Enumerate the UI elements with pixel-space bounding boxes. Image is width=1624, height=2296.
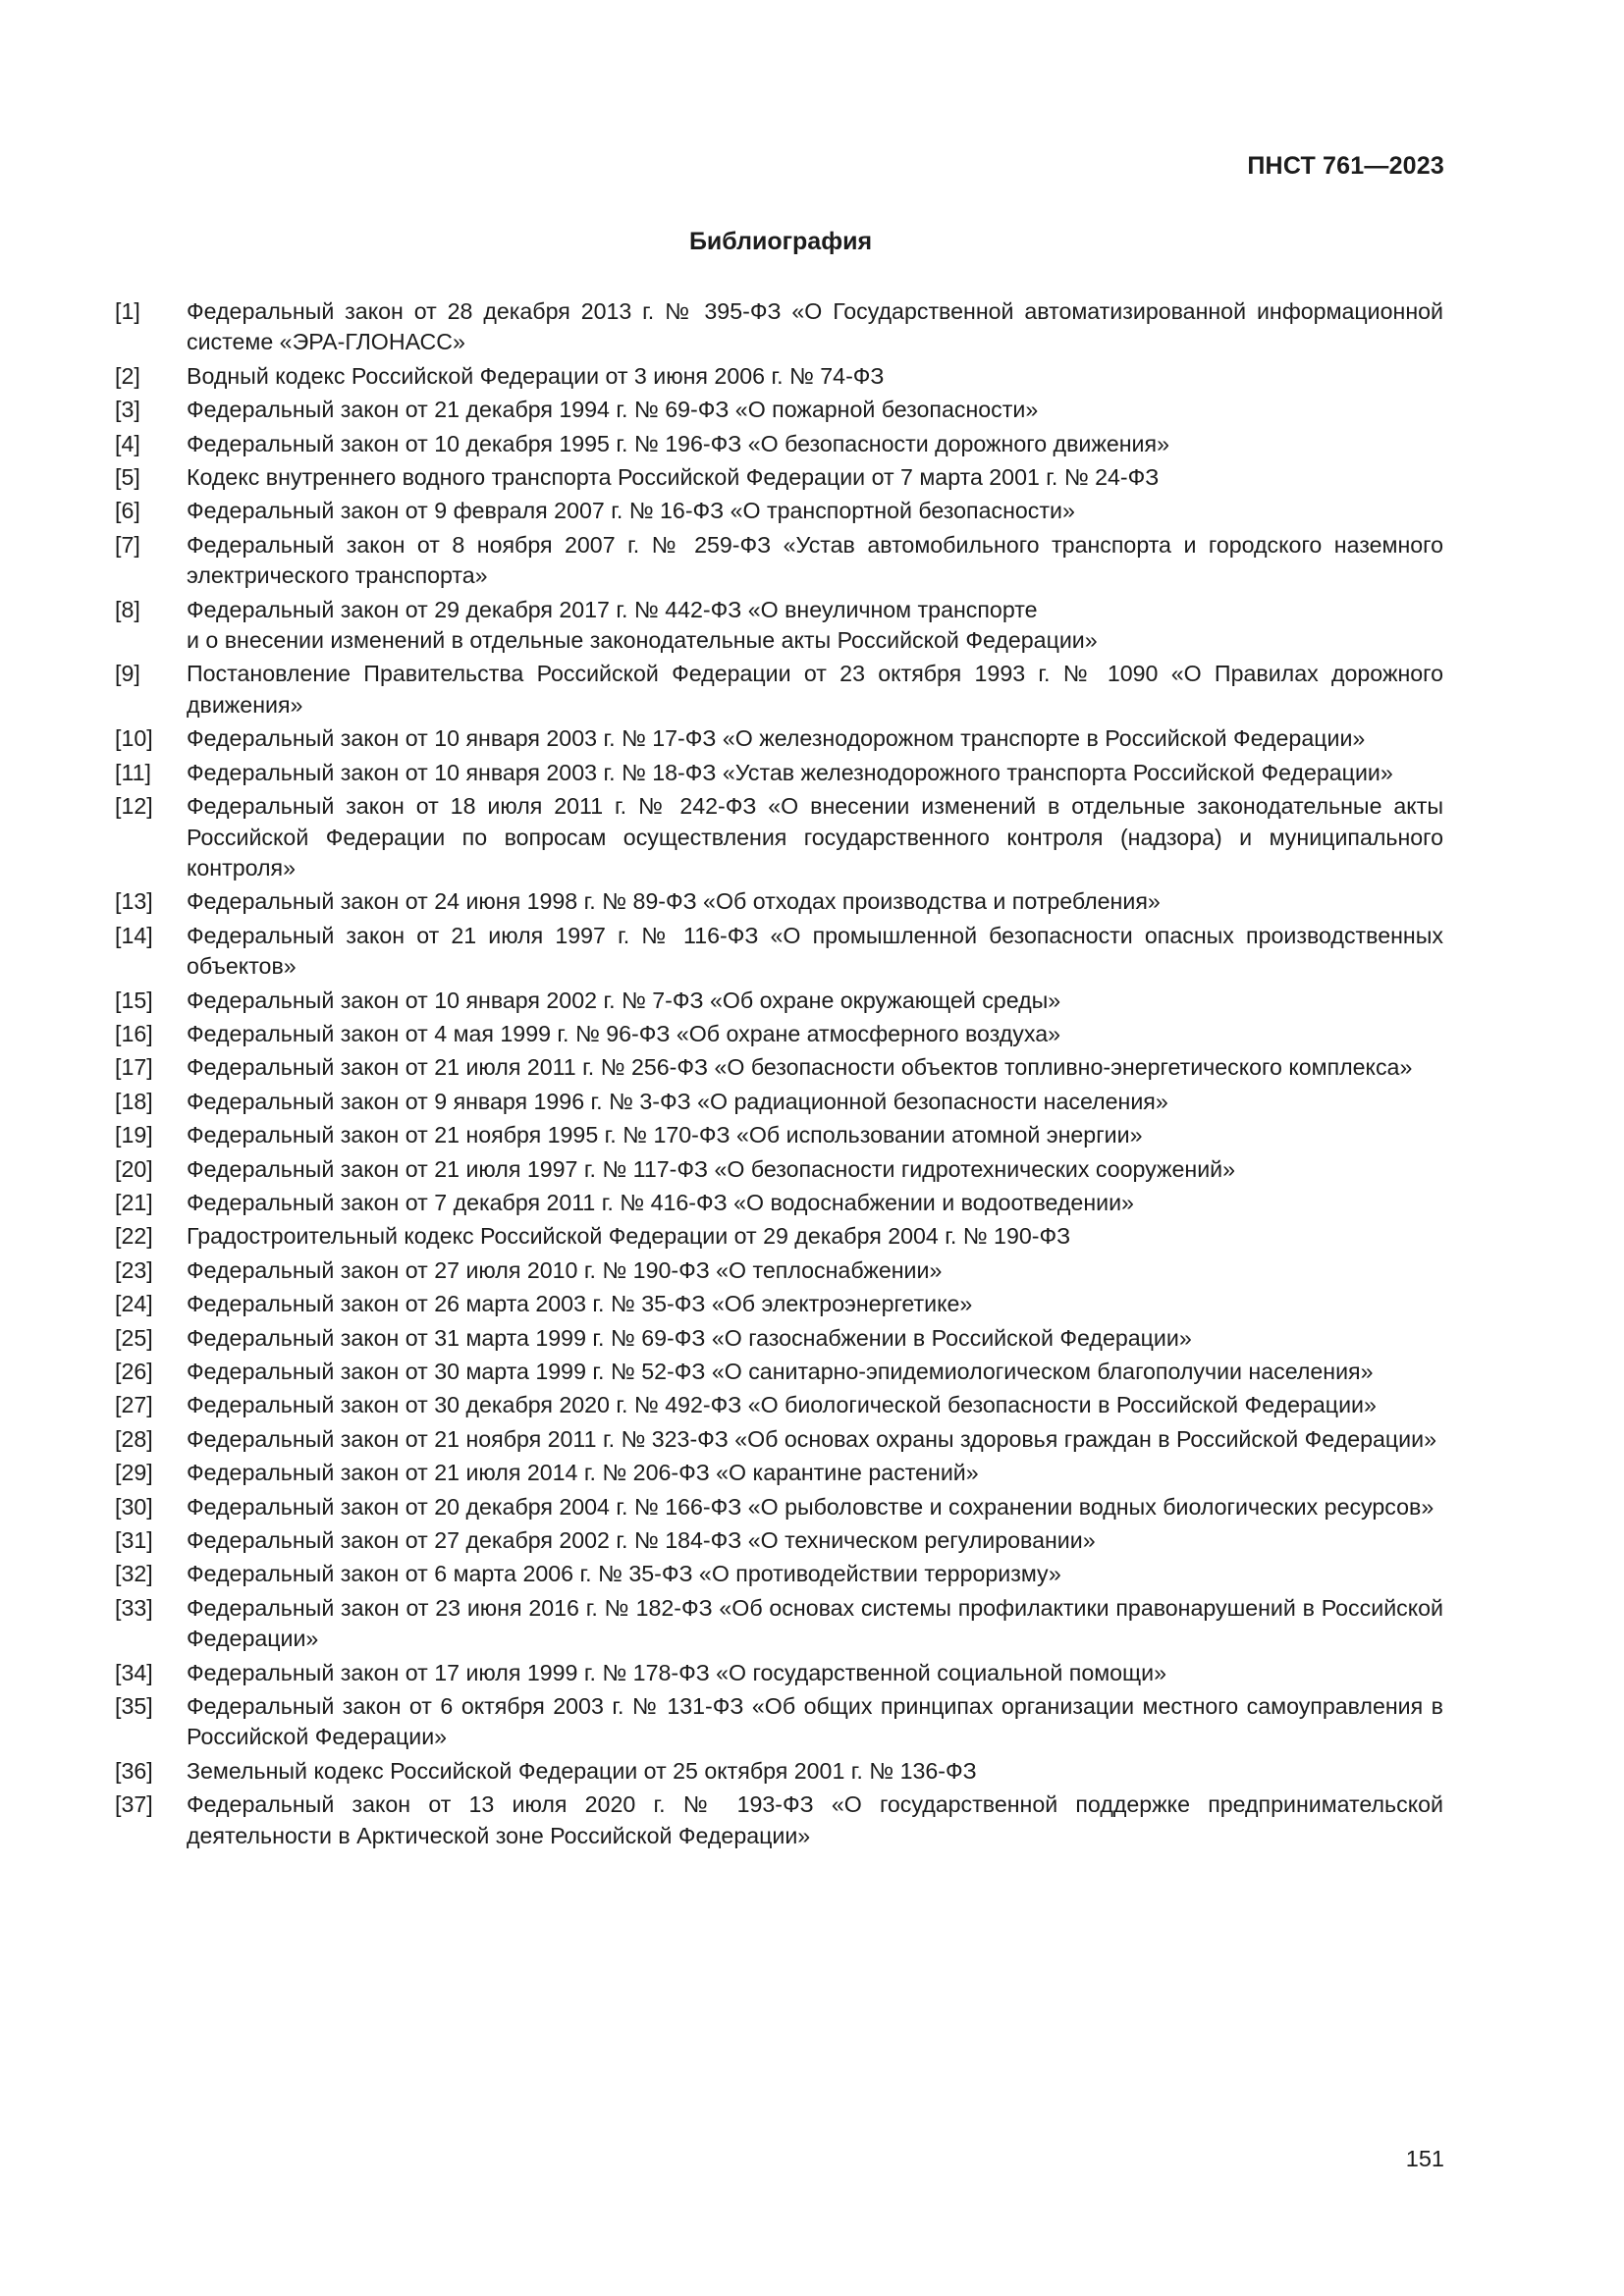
reference-text: Федеральный закон от 30 декабря 2020 г. № 492-ФЗ «О биологической безопасности в Российской Федерации» [187, 1392, 1377, 1418]
bibliography-item [115, 1424, 1443, 1455]
reference-number: [5] [115, 464, 140, 491]
reference-text: Федеральный закон от 6 октября 2003 г. № 131-ФЗ «Об общих принципах организации местного самоуправления в Российской Федерации» [187, 1693, 1443, 1750]
bibliography-item [115, 1357, 1443, 1387]
reference-text: Федеральный закон от 24 июня 1998 г. № 89-ФЗ «Об отходах производства и потребления» [187, 888, 1161, 915]
reference-text: Федеральный закон от 21 июля 1997 г. № 116-ФЗ «О промышленной безопасности опасных производственных объектов» [187, 922, 1443, 980]
reference-number: [3] [115, 397, 140, 423]
reference-text: Федеральный закон от 10 декабря 1995 г. № 196-ФЗ «О безопасности дорожного движения» [187, 430, 1169, 456]
bibliography-item [115, 758, 1443, 788]
reference-text: Федеральный закон от 23 июня 2016 г. № 182-ФЗ «Об основах системы профилактики правонарушений в Российской Федерации» [187, 1594, 1443, 1652]
bibliography-item [115, 659, 1443, 721]
reference-text: Водный кодекс Российской Федерации от 3 июня 2006 г. № 74-ФЗ [187, 362, 885, 389]
bibliography-item [115, 1221, 1443, 1252]
reference-number: [37] [115, 1791, 153, 1818]
reference-text: Федеральный закон от 17 июля 1999 г. № 178-ФЗ «О государственной социальной помощи» [187, 1659, 1166, 1685]
bibliography-item [115, 921, 1443, 983]
bibliography-item [115, 1658, 1443, 1688]
reference-text: Федеральный закон от 4 мая 1999 г. № 96-ФЗ «Об охране атмосферного воздуха» [187, 1020, 1061, 1046]
reference-text: Федеральный закон от 26 марта 2003 г. № 35-ФЗ «Об электроэнергетике» [187, 1291, 973, 1317]
reference-number: [31] [115, 1527, 153, 1554]
reference-number: [16] [115, 1020, 153, 1046]
bibliography-item [115, 1019, 1443, 1049]
bibliography-list [115, 296, 1443, 1854]
bibliography-item [115, 1458, 1443, 1488]
reference-number: [8] [115, 596, 140, 622]
bibliography-item [115, 1691, 1443, 1753]
bibliography-item [115, 1323, 1443, 1354]
reference-text: Федеральный закон от 6 марта 2006 г. № 35-ФЗ «О противодействии терроризму» [187, 1561, 1061, 1587]
reference-text: Федеральный закон от 21 ноября 2011 г. № 323-ФЗ «Об основах охраны здоровья граждан в Российской Федерации» [187, 1425, 1436, 1452]
bibliography-item [115, 886, 1443, 917]
reference-number: [18] [115, 1088, 153, 1114]
reference-number: [1] [115, 298, 140, 324]
reference-number: [12] [115, 793, 153, 820]
bibliography-item [115, 1593, 1443, 1655]
reference-text: Федеральный закон от 30 марта 1999 г. № 52-ФЗ «О санитарно-эпидемиологическом благополучии населения» [187, 1359, 1374, 1384]
bibliography-item [115, 1289, 1443, 1319]
reference-number: [27] [115, 1392, 153, 1418]
reference-number: [22] [115, 1223, 153, 1250]
reference-text: Федеральный закон от 28 декабря 2013 г. № 395-ФЗ «О Государственной автоматизированной информационной системе «ЭРА-ГЛОНАСС» [187, 298, 1443, 355]
reference-number: [34] [115, 1659, 153, 1685]
bibliography-item [115, 462, 1443, 493]
bibliography-item [115, 1087, 1443, 1117]
bibliography-item [115, 1789, 1443, 1851]
reference-text: Земельный кодекс Российской Федерации от 25 октября 2001 г. № 136-ФЗ [187, 1757, 977, 1784]
reference-number: [33] [115, 1594, 153, 1621]
reference-number: [20] [115, 1155, 153, 1182]
bibliography-item [115, 395, 1443, 425]
document-code: ПНСТ 761—2023 [1247, 152, 1444, 180]
reference-text: Федеральный закон от 10 января 2003 г. № 18-ФЗ «Устав железнодорожного транспорта Российской Федерации» [187, 759, 1393, 785]
reference-text: Федеральный закон от 8 ноября 2007 г. № 259-ФЗ «Устав автомобильного транспорта и городского наземного электрического транспорта» [187, 531, 1443, 589]
bibliography-item [115, 1052, 1443, 1083]
reference-number: [21] [115, 1189, 153, 1215]
reference-number: [35] [115, 1693, 153, 1720]
reference-number: [30] [115, 1493, 153, 1520]
reference-text: Федеральный закон от 31 марта 1999 г. № 69-ФЗ «О газоснабжении в Российской Федерации» [187, 1324, 1192, 1351]
reference-text: Градостроительный кодекс Российской Федерации от 29 декабря 2004 г. № 190-ФЗ [187, 1223, 1071, 1250]
reference-text: Федеральный закон от 21 июля 2011 г. № 256-ФЗ «О безопасности объектов топливно-энергетического комплекса» [187, 1054, 1413, 1081]
reference-number: [24] [115, 1291, 153, 1317]
bibliography-item [115, 530, 1443, 592]
reference-text: Федеральный закон от 13 июля 2020 г. № 193-ФЗ «О государственной поддержке предпринимательской деятельности в Арктической зоне Российской Федерации» [187, 1791, 1443, 1848]
reference-number: [19] [115, 1122, 153, 1148]
reference-number: [6] [115, 498, 140, 524]
reference-number: [36] [115, 1757, 153, 1784]
bibliography-item [115, 1120, 1443, 1150]
reference-number: [15] [115, 987, 153, 1013]
reference-number: [17] [115, 1054, 153, 1081]
reference-number: [7] [115, 531, 140, 558]
reference-text: Федеральный закон от 21 июля 2014 г. № 206-ФЗ «О карантине растений» [187, 1460, 979, 1486]
reference-number: [23] [115, 1256, 153, 1283]
page-title: Библиография [688, 228, 873, 255]
reference-number: [25] [115, 1324, 153, 1351]
page-number: 151 [1405, 2146, 1444, 2171]
bibliography-item [115, 1255, 1443, 1286]
reference-text: Кодекс внутреннего водного транспорта Российской Федерации от 7 марта 2001 г. № 24-ФЗ [187, 464, 1160, 491]
bibliography-item [115, 1492, 1443, 1522]
bibliography-item [115, 1390, 1443, 1420]
reference-number: [26] [115, 1359, 153, 1384]
reference-number: [28] [115, 1425, 153, 1452]
reference-text: Федеральный закон от 10 января 2002 г. № 7-ФЗ «Об охране окружающей среды» [187, 987, 1061, 1013]
bibliography-item [115, 986, 1443, 1016]
reference-text: Федеральный закон от 9 января 1996 г. № 3-ФЗ «О радиационной безопасности населения» [187, 1088, 1168, 1114]
reference-number: [2] [115, 362, 140, 389]
bibliography-item [115, 1154, 1443, 1185]
bibliography-item [115, 723, 1443, 754]
reference-text: Федеральный закон от 10 января 2003 г. № 17-ФЗ «О железнодорожном транспорте в Российской Федерации» [187, 725, 1366, 752]
bibliography-item [115, 429, 1443, 459]
reference-number: [4] [115, 430, 140, 456]
reference-text: Федеральный закон от 21 ноября 1995 г. № 170-ФЗ «Об использовании атомной энергии» [187, 1122, 1143, 1148]
bibliography-item [115, 496, 1443, 526]
reference-text: Федеральный закон от 27 декабря 2002 г. № 184-ФЗ «О техническом регулировании» [187, 1527, 1096, 1554]
reference-text: Федеральный закон от 7 декабря 2011 г. № 416-ФЗ «О водоснабжении и водоотведении» [187, 1189, 1134, 1215]
bibliography-item [115, 361, 1443, 392]
reference-text: Федеральный закон от 21 декабря 1994 г. № 69-ФЗ «О пожарной безопасности» [187, 397, 1039, 423]
reference-text: Федеральный закон от 21 июля 1997 г. № 117-ФЗ «О безопасности гидротехнических сооружений» [187, 1155, 1236, 1182]
bibliography-item [115, 595, 1443, 657]
bibliography-item [115, 1188, 1443, 1218]
reference-number: [13] [115, 888, 153, 915]
reference-number: [32] [115, 1561, 153, 1587]
bibliography-item [115, 1756, 1443, 1787]
reference-number: [11] [115, 759, 151, 785]
reference-text: Федеральный закон от 29 декабря 2017 г. № 442-ФЗ «О внеуличном транспорте и о внесении изменений в отдельные законодательные акты Российской Федерации» [187, 596, 1098, 654]
reference-text: Федеральный закон от 27 июля 2010 г. № 190-ФЗ «О теплоснабжении» [187, 1256, 943, 1283]
bibliography-item [115, 1525, 1443, 1556]
bibliography-item [115, 296, 1443, 358]
reference-text: Федеральный закон от 20 декабря 2004 г. № 166-ФЗ «О рыболовстве и сохранении водных биологических ресурсов» [187, 1493, 1435, 1520]
reference-text: Постановление Правительства Российской Федерации от 23 октября 1993 г. № 1090 «О Правилах дорожного движения» [187, 661, 1443, 718]
reference-text: Федеральный закон от 9 февраля 2007 г. № 16-ФЗ «О транспортной безопасности» [187, 498, 1075, 524]
reference-number: [9] [115, 661, 140, 687]
reference-number: [29] [115, 1460, 153, 1486]
reference-number: [14] [115, 922, 153, 948]
reference-text: Федеральный закон от 18 июля 2011 г. № 242-ФЗ «О внесении изменений в отдельные законодательные акты Российской Федерации по вопросам осуществления государственного контроля (надзора) и муниципального контроля» [187, 793, 1443, 881]
reference-number: [10] [115, 725, 153, 752]
bibliography-item [115, 791, 1443, 883]
bibliography-item [115, 1559, 1443, 1589]
